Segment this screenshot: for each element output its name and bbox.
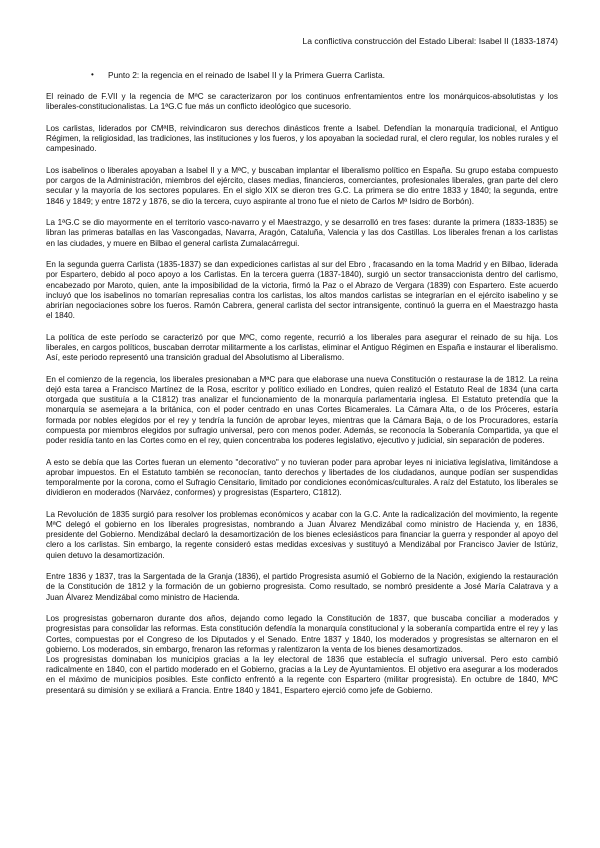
paragraph-carlistas: Los carlistas, liderados por CMªIB, reivindicaron sus derechos dinásticos frente a Isabel. Defendían la monarquía tradicional, el Antiguo Régimen, la religiosidad, las tradiciones, las instituciones y los fueros, y los apoyaban la sociedad rural, el clero regular, los nobles rurales y el campesinado.	[46, 124, 558, 154]
section-heading-item	[46, 70, 558, 80]
paragraph-primera-fase: La 1ªG.C se dio mayormente en el territorio vasco-navarro y el Maestrazgo, y se desarrolló en tres fases: durante la primera (1833-1835) se libran las primeras batallas en las Vascongadas, Navarra, Aragón, Cataluña, Valencia y las dos Castillas. Los liberales frenan a los carlistas en las ciudades, y muere en Bilbao el general carlista Zumalacárregui.	[46, 218, 558, 248]
paragraph-ley-ayuntamientos: Los progresistas dominaban los municipios gracias a la ley electoral de 1836 que establecía el sufragio universal. Pero esto cambió radicalmente en 1840, con el partido moderado en el Gobierno, gracias a la Ley de Ayuntamientos. El objetivo era asegurar a los moderados en el máximo de municipios posibles. Este conflicto enfrentó a la regente con Espartero (militar progresista). En octubre de 1840, MªC presentará su dimisión y se exiliará a Francia. Entre 1840 y 1841, Espartero ejerció como jefe de Gobierno.	[46, 655, 558, 695]
paragraph-politica-periodo: La política de este período se caracterizó por que MªC, como regente, recurrió a los liberales para asegurar el reinado de su hija. Los liberales, en cargos políticos, buscaban derrotar militarmente a los carlistas, eliminar el Antiguo Régimen en España e instaurar el liberalismo. Así, este periodo representó una transición gradual del Absolutismo al Liberalismo.	[46, 332, 558, 363]
running-header-title: La conflictiva construcción del Estado Liberal: Isabel II (1833-1874)	[302, 36, 558, 46]
section-heading: Punto 2: la regencia en el reinado de Isabel II y la Primera Guerra Carlista.	[108, 70, 385, 80]
paragraph-segunda-tercera-fase: En la segunda guerra Carlista (1835-1837) se dan expediciones carlistas al sur del Ebro , fracasando en la toma Madrid y en Bilbao, liderada por Espartero, debido al poco apoyo a los Carlistas. En la tercera guerra (1837-1840), surgió un sector transaccionista dentro del carlismo, encabezado por Maroto, quien, ante la imposibilidad de la victoria, firmó la Paz o el Abrazo de Vergara (1839) con Espartero. Este acuerdo incluyó que los isabelinos no tomarían represalias contra los carlistas, los altos mandos carlistas se integrarían en el ejército isabelino y se abrirían negociaciones sobre los fueros. Ramón Cabrera, general carlista del sector intransigente, continuó la guerra en el Maestrazgo hasta el 1840.	[46, 260, 558, 321]
document-body	[46, 70, 558, 707]
paragraph-isabelinos: Los isabelinos o liberales apoyaban a Isabel II y a MªC, y buscaban implantar el liberalismo político en España. Su grupo estaba compuesto por cargos de la Administración, miembros del ejército, clases medias, financieros, comerciantes, profesionales liberales, gran parte del clero secular y la mayoría de los sectores populares. En el siglo XIX se dieron tres G.C. La primera se dio entre 1833 y 1840; la segunda, entre 1846 y 1849; y entre 1872 y 1876, se dio la tercera, cuyo aspirante al trono fue el nieto de Carlos Mª Isidro de Borbón).	[46, 166, 558, 206]
paragraph-cortes-decorativas: A esto se debía que las Cortes fueran un elemento "decorativo" y no tuvieran poder para aprobar leyes ni iniciativa legislativa, limitándose a aprobar impuestos. En el Estatuto también se reconocían, tanto derechos y libertades de los ciudadanos, aunque podían ser suspendidas temporalmente por la corona, como el Sufragio Censitario, limitado por condiciones económicas/culturales. A raíz del Estatuto, los liberales se dividieron en moderados (Narváez, conformes) y progresistas (Espartero, C1812).	[46, 457, 558, 498]
paragraph-estatuto-real: En el comienzo de la regencia, los liberales presionaban a MªC para que elaborase una nueva Constitución o restaurase la de 1812. La reina dejó esta tarea a Francisco Martínez de la Rosa, escritor y político exiliado en Londres, quien realizó el Estatuto Real de 1834 (una carta otorgada que sustituía a la C1812) tras analizar el funcionamiento de la monarquía parlamentaria inglesa. El Estatuto pretendía que la monarquía se asemejara a la británica, con el poder centrado en unas Cortes Bicamerales. La Cámara Alta, o de los Próceres, estaría formada por nobles elegidos por el rey y tendría la función de aprobar leyes, mientras que la Cámara Baja, o de los Procuradores, estaría compuesta por miembros elegidos por sufragio universal, pero con menos poder. Además, se reconocía la Soberanía Compartida, ya que el poder residía tanto en las Cortes como en el rey, quien concentraba los poderes legislativo, ejecutivo y judicial, sin separación de poderes.	[46, 374, 558, 446]
paragraph-intro: El reinado de F.VII y la regencia de MªC se caracterizaron por los continuos enfrentamientos entre los monárquicos-absolutistas y los liberales-constitucionalistas. La 1ªG.C fue más un conflicto ideológico que sucesorio.	[46, 92, 558, 112]
paragraph-revolucion-1835: La Revolución de 1835 surgió para resolver los problemas económicos y acabar con la G.C. Ante la radicalización del movimiento, la regente MªC delegó el gobierno en los liberales progresistas, nombrando a Juan Álvarez Mendizábal como ministro de Hacienda y, en 1836, presidente del Gobierno. Mendizábal declaró la desamortización de los bienes eclesiásticos para financiar la guerra y responder al apoyo del clero a los carlistas. Sin embargo, la regente consideró estas medidas excesivas y sustituyó a Mendizábal por Francisco Javier de Istúriz, quien detuvo la desamortización.	[46, 509, 558, 560]
bullet-icon: •	[91, 70, 94, 79]
paragraph-constitucion-1837: Los progresistas gobernaron durante dos años, dejando como legado la Constitución de 1837, que buscaba conciliar a moderados y progresistas para consolidar las reformas. Esta constitución defendía la monarquía constitucional y la soberanía compartida entre el rey y las Cortes, compuestas por el Congreso de los Diputados y el Senado. Entre 1837 y 1840, los moderados y progresistas se alternaron en el gobierno. Los moderados, sin embargo, frenaron las reformas y ralentizaron la venta de los bienes desamortizados.	[46, 614, 558, 654]
paragraph-sargentada-granja: Entre 1836 y 1837, tras la Sargentada de la Granja (1836), el partido Progresista asumió el Gobierno de la Nación, exigiendo la restauración de la Constitución de 1812 y la formación de un gobierno progresista. Como resultado, se nombró presidente a José María Calatrava y a Juan Álvarez Mendizábal como ministro de Hacienda.	[46, 572, 558, 602]
